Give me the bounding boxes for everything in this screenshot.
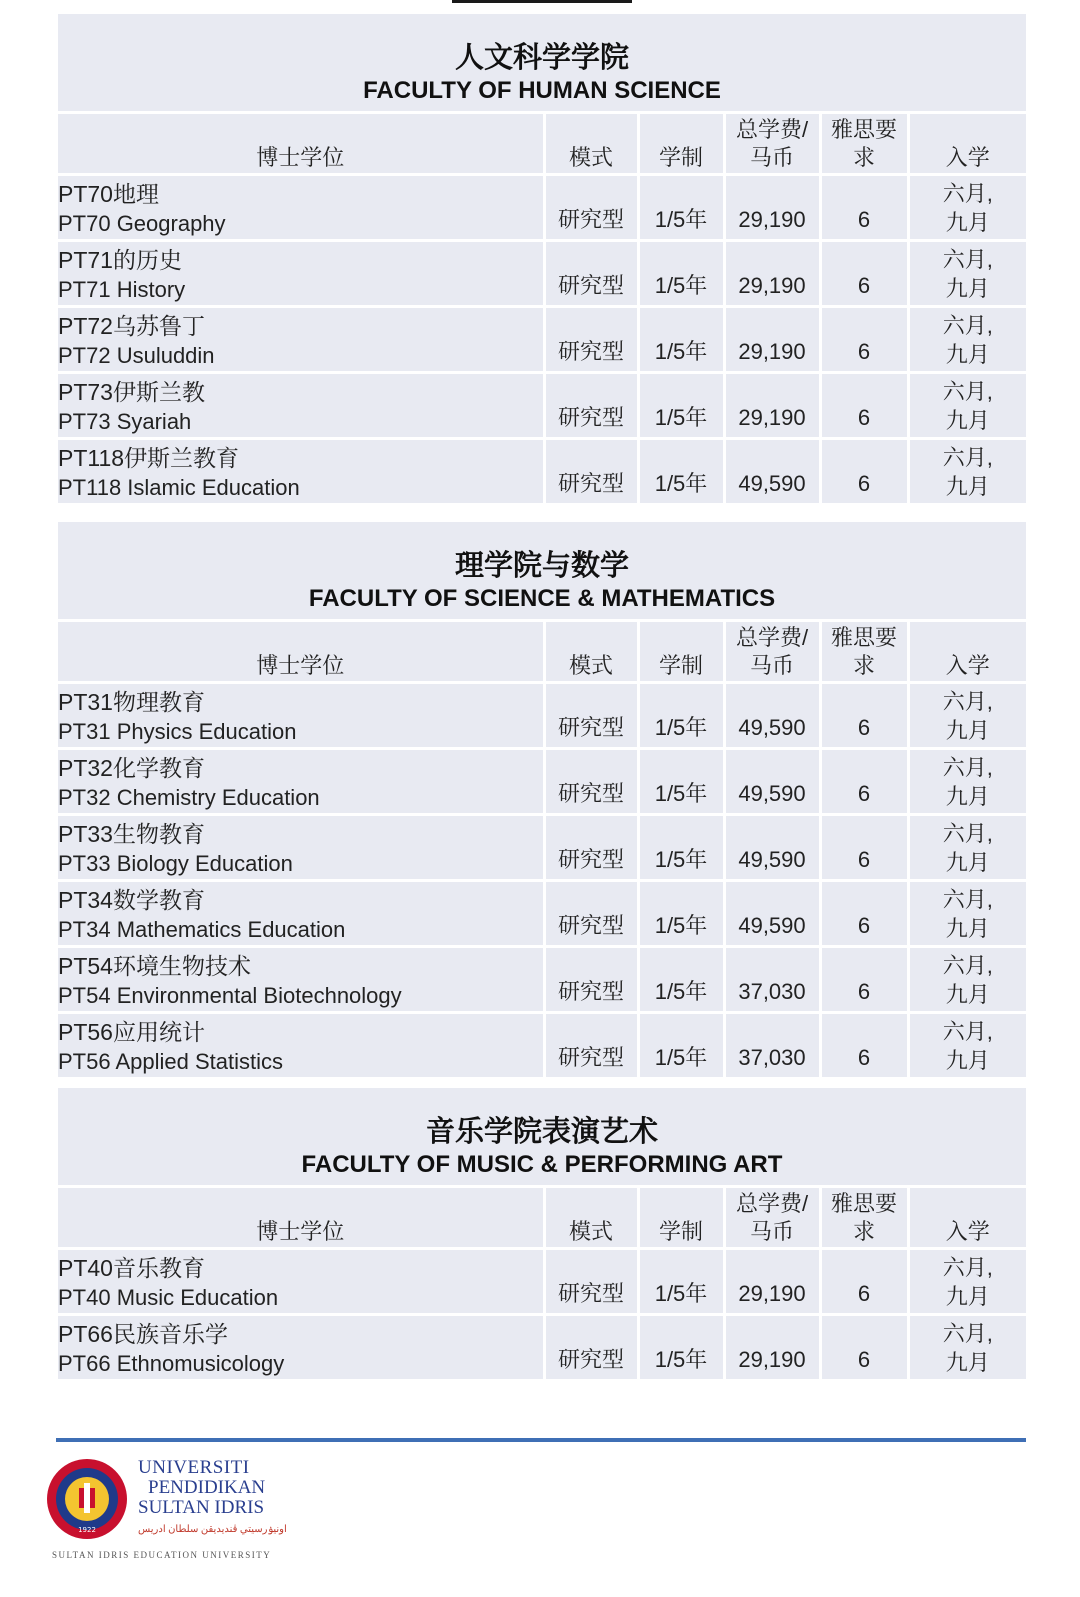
intake-line1: 六月, [942, 1320, 993, 1346]
top-rule [452, 0, 632, 3]
program-cell [58, 240, 544, 306]
header-mode-text: 模式 [568, 144, 613, 170]
ielts-cell: 6 [820, 748, 908, 814]
program-name-en: PT56 Applied Statistics [58, 1048, 284, 1074]
fee-cell: 29,190 [724, 306, 820, 372]
header-ielts [820, 114, 908, 174]
intake-line1: 六月, [942, 952, 993, 978]
mode-cell: 研究型 [544, 372, 638, 438]
intake-cell [908, 438, 1026, 504]
program-name-en: PT31 Physics Education [58, 718, 297, 744]
mode-cell: 研究型 [544, 1248, 638, 1314]
fee-cell: 29,190 [724, 174, 820, 240]
program-cell [58, 372, 544, 438]
duration-cell: 1/5年 [638, 748, 724, 814]
mode-cell: 研究型 [544, 748, 638, 814]
header-mode-text: 模式 [568, 1218, 613, 1244]
intake-cell [908, 1248, 1026, 1314]
intake-cell [908, 1314, 1026, 1380]
faculty-title-zh: 理学院与数学 [454, 550, 629, 582]
program-table [58, 114, 1026, 506]
intake-line1: 六月, [942, 246, 993, 272]
intake-cell [908, 174, 1026, 240]
mode-cell: 研究型 [544, 880, 638, 946]
header-mode [544, 622, 638, 682]
intake-line2: 九月 [945, 981, 990, 1007]
program-name-zh: PT32化学教育 [58, 754, 205, 781]
intake-line2: 九月 [945, 1349, 990, 1375]
header-fee-text: 马币 [749, 1218, 794, 1244]
intake-line1: 六月, [942, 688, 993, 714]
program-cell [58, 946, 544, 1012]
header-ielts-text: 求 [852, 144, 875, 170]
header-mode-text: 模式 [568, 652, 613, 678]
fee-cell: 29,190 [724, 1314, 820, 1380]
table-row [58, 372, 1026, 438]
header-fee [724, 622, 820, 682]
ielts-cell: 6 [820, 1314, 908, 1380]
intake-cell [908, 946, 1026, 1012]
mode-cell: 研究型 [544, 682, 638, 748]
intake-line1: 六月, [942, 754, 993, 780]
table-header-row [58, 114, 1026, 174]
program-name-en: PT66 Ethnomusicology [58, 1350, 285, 1376]
header-intake [908, 622, 1026, 682]
faculty-title-en: FACULTY OF HUMAN SCIENCE [363, 77, 721, 104]
fee-cell: 49,590 [724, 438, 820, 504]
ielts-cell: 6 [820, 240, 908, 306]
header-ielts-text: 求 [852, 652, 875, 678]
intake-line2: 九月 [945, 783, 990, 809]
ielts-cell: 6 [820, 814, 908, 880]
ielts-cell: 6 [820, 174, 908, 240]
table-header-row [58, 1188, 1026, 1248]
table-row [58, 1248, 1026, 1314]
header-intake [908, 114, 1026, 174]
program-cell [58, 1012, 544, 1078]
intake-cell [908, 240, 1026, 306]
university-seal-logo [46, 1458, 128, 1540]
intake-line1: 六月, [942, 378, 993, 404]
header-fee [724, 1188, 820, 1248]
program-name-zh: PT33生物教育 [58, 820, 205, 847]
ielts-cell: 6 [820, 438, 908, 504]
program-cell [58, 174, 544, 240]
intake-cell [908, 814, 1026, 880]
duration-cell: 1/5年 [638, 240, 724, 306]
header-fee [724, 114, 820, 174]
mode-cell: 研究型 [544, 1314, 638, 1380]
faculty-title-zh: 音乐学院表演艺术 [425, 1116, 658, 1148]
svg-text:1922: 1922 [78, 1526, 96, 1534]
intake-line1: 六月, [942, 1018, 993, 1044]
uni-name-line3: SULTAN IDRIS [138, 1497, 265, 1518]
program-name-zh: PT66民族音乐学 [58, 1320, 228, 1347]
faculty-title-en: FACULTY OF MUSIC & PERFORMING ART [301, 1151, 783, 1178]
program-name-en: PT33 Biology Education [58, 850, 293, 876]
header-fee-text: 马币 [749, 652, 794, 678]
duration-cell: 1/5年 [638, 814, 724, 880]
header-ielts-text: 求 [852, 1218, 875, 1244]
fee-cell: 49,590 [724, 880, 820, 946]
uni-english-name: SULTAN IDRIS EDUCATION UNIVERSITY [52, 1550, 272, 1560]
header-duration [638, 622, 724, 682]
duration-cell: 1/5年 [638, 372, 724, 438]
ielts-cell: 6 [820, 880, 908, 946]
intake-line2: 九月 [945, 407, 990, 433]
header-program [58, 114, 544, 174]
program-name-en: PT40 Music Education [58, 1284, 279, 1310]
intake-line2: 九月 [945, 275, 990, 301]
header-program [58, 1188, 544, 1248]
intake-line2: 九月 [945, 915, 990, 941]
table-row [58, 174, 1026, 240]
mode-cell: 研究型 [544, 1012, 638, 1078]
table-row [58, 240, 1026, 306]
faculty-header [58, 522, 1026, 622]
intake-line1: 六月, [942, 444, 993, 470]
uni-name-line1: UNIVERSITI [138, 1457, 250, 1478]
program-name-en: PT34 Mathematics Education [58, 916, 346, 942]
fee-cell: 37,030 [724, 946, 820, 1012]
duration-cell: 1/5年 [638, 682, 724, 748]
duration-cell: 1/5年 [638, 880, 724, 946]
header-ielts-text: 雅思要 [830, 116, 897, 142]
uni-name-jawi: اونيۏرسيتي ڤنديديقن سلطان ادريس [138, 1524, 287, 1535]
program-name-en: PT118 Islamic Education [58, 474, 300, 500]
uni-name-line2: PENDIDIKAN [148, 1477, 266, 1498]
intake-line1: 六月, [942, 180, 993, 206]
intake-cell [908, 880, 1026, 946]
ielts-cell: 6 [820, 306, 908, 372]
program-name-zh: PT118伊斯兰教育 [58, 444, 240, 471]
table-row [58, 946, 1026, 1012]
duration-cell: 1/5年 [638, 174, 724, 240]
table-row [58, 1314, 1026, 1380]
program-name-zh: PT31物理教育 [58, 688, 205, 715]
header-ielts [820, 622, 908, 682]
header-program-text: 博士学位 [256, 652, 345, 678]
ielts-cell: 6 [820, 1012, 908, 1078]
fee-cell: 49,590 [724, 682, 820, 748]
fee-cell: 29,190 [724, 1248, 820, 1314]
header-intake-text: 入学 [945, 652, 990, 678]
faculty-header [58, 14, 1026, 114]
duration-cell: 1/5年 [638, 1012, 724, 1078]
header-ielts [820, 1188, 908, 1248]
program-name-zh: PT72乌苏鲁丁 [58, 312, 205, 339]
header-program-text: 博士学位 [256, 144, 345, 170]
ielts-cell: 6 [820, 682, 908, 748]
mode-cell: 研究型 [544, 438, 638, 504]
program-name-en: PT72 Usuluddin [58, 342, 215, 368]
program-name-en: PT54 Environmental Biotechnology [58, 982, 402, 1008]
duration-cell: 1/5年 [638, 306, 724, 372]
intake-line1: 六月, [942, 886, 993, 912]
mode-cell: 研究型 [544, 814, 638, 880]
program-cell [58, 438, 544, 504]
intake-line1: 六月, [942, 820, 993, 846]
program-name-zh: PT40音乐教育 [58, 1254, 205, 1281]
fee-cell: 49,590 [724, 814, 820, 880]
intake-line2: 九月 [945, 717, 990, 743]
fee-cell: 29,190 [724, 372, 820, 438]
header-intake-text: 入学 [945, 144, 990, 170]
header-program-text: 博士学位 [256, 1218, 345, 1244]
ielts-cell: 6 [820, 1248, 908, 1314]
program-name-zh: PT56应用统计 [58, 1018, 205, 1045]
program-name-zh: PT70地理 [58, 180, 159, 207]
program-name-en: PT32 Chemistry Education [58, 784, 320, 810]
header-ielts-text: 雅思要 [830, 1190, 897, 1216]
program-name-zh: PT54环境生物技术 [58, 952, 251, 979]
program-name-en: PT73 Syariah [58, 408, 192, 434]
faculty-title-zh: 人文科学学院 [454, 42, 629, 74]
header-duration [638, 114, 724, 174]
header-intake [908, 1188, 1026, 1248]
mode-cell: 研究型 [544, 240, 638, 306]
duration-cell: 1/5年 [638, 438, 724, 504]
table-row [58, 880, 1026, 946]
table-row [58, 748, 1026, 814]
intake-line2: 九月 [945, 209, 990, 235]
table-row [58, 438, 1026, 504]
table-row [58, 306, 1026, 372]
ielts-cell: 6 [820, 372, 908, 438]
intake-cell [908, 372, 1026, 438]
table-row [58, 814, 1026, 880]
faculty-section [58, 522, 1026, 1080]
mode-cell: 研究型 [544, 174, 638, 240]
program-cell [58, 306, 544, 372]
header-duration-text: 学制 [658, 652, 703, 678]
mode-cell: 研究型 [544, 306, 638, 372]
header-duration-text: 学制 [658, 144, 703, 170]
program-name-zh: PT71的历史 [58, 246, 182, 273]
faculty-header [58, 1088, 1026, 1188]
intake-cell [908, 748, 1026, 814]
program-cell [58, 1248, 544, 1314]
program-cell [58, 682, 544, 748]
header-fee-text: 总学费/ [735, 1190, 809, 1216]
header-fee-text: 总学费/ [735, 624, 809, 650]
university-name [138, 1458, 287, 1540]
header-mode [544, 114, 638, 174]
table-row [58, 1012, 1026, 1078]
program-name-zh: PT73伊斯兰教 [58, 378, 205, 405]
intake-line2: 九月 [945, 473, 990, 499]
faculty-section [58, 1088, 1026, 1382]
intake-line1: 六月, [942, 312, 993, 338]
program-cell [58, 748, 544, 814]
ielts-cell: 6 [820, 946, 908, 1012]
fee-cell: 37,030 [724, 1012, 820, 1078]
duration-cell: 1/5年 [638, 1314, 724, 1380]
program-table [58, 622, 1026, 1080]
program-name-en: PT70 Geography [58, 210, 226, 236]
intake-line2: 九月 [945, 1047, 990, 1073]
header-ielts-text: 雅思要 [830, 624, 897, 650]
header-duration [638, 1188, 724, 1248]
mode-cell: 研究型 [544, 946, 638, 1012]
faculty-section [58, 14, 1026, 506]
intake-cell [908, 1012, 1026, 1078]
faculty-title-en: FACULTY OF SCIENCE & MATHEMATICS [308, 585, 776, 612]
table-row [58, 682, 1026, 748]
intake-line2: 九月 [945, 1283, 990, 1309]
intake-cell [908, 682, 1026, 748]
fee-cell: 49,590 [724, 748, 820, 814]
header-duration-text: 学制 [658, 1218, 703, 1244]
header-mode [544, 1188, 638, 1248]
program-name-en: PT71 History [58, 276, 186, 302]
footer-divider [56, 1438, 1026, 1442]
intake-line1: 六月, [942, 1254, 993, 1280]
header-program [58, 622, 544, 682]
fee-cell: 29,190 [724, 240, 820, 306]
program-name-zh: PT34数学教育 [58, 886, 205, 913]
header-intake-text: 入学 [945, 1218, 990, 1244]
duration-cell: 1/5年 [638, 946, 724, 1012]
duration-cell: 1/5年 [638, 1248, 724, 1314]
header-fee-text: 总学费/ [735, 116, 809, 142]
header-fee-text: 马币 [749, 144, 794, 170]
intake-cell [908, 306, 1026, 372]
program-cell [58, 880, 544, 946]
intake-line2: 九月 [945, 341, 990, 367]
program-cell [58, 1314, 544, 1380]
table-header-row [58, 622, 1026, 682]
program-table [58, 1188, 1026, 1382]
intake-line2: 九月 [945, 849, 990, 875]
program-cell [58, 814, 544, 880]
